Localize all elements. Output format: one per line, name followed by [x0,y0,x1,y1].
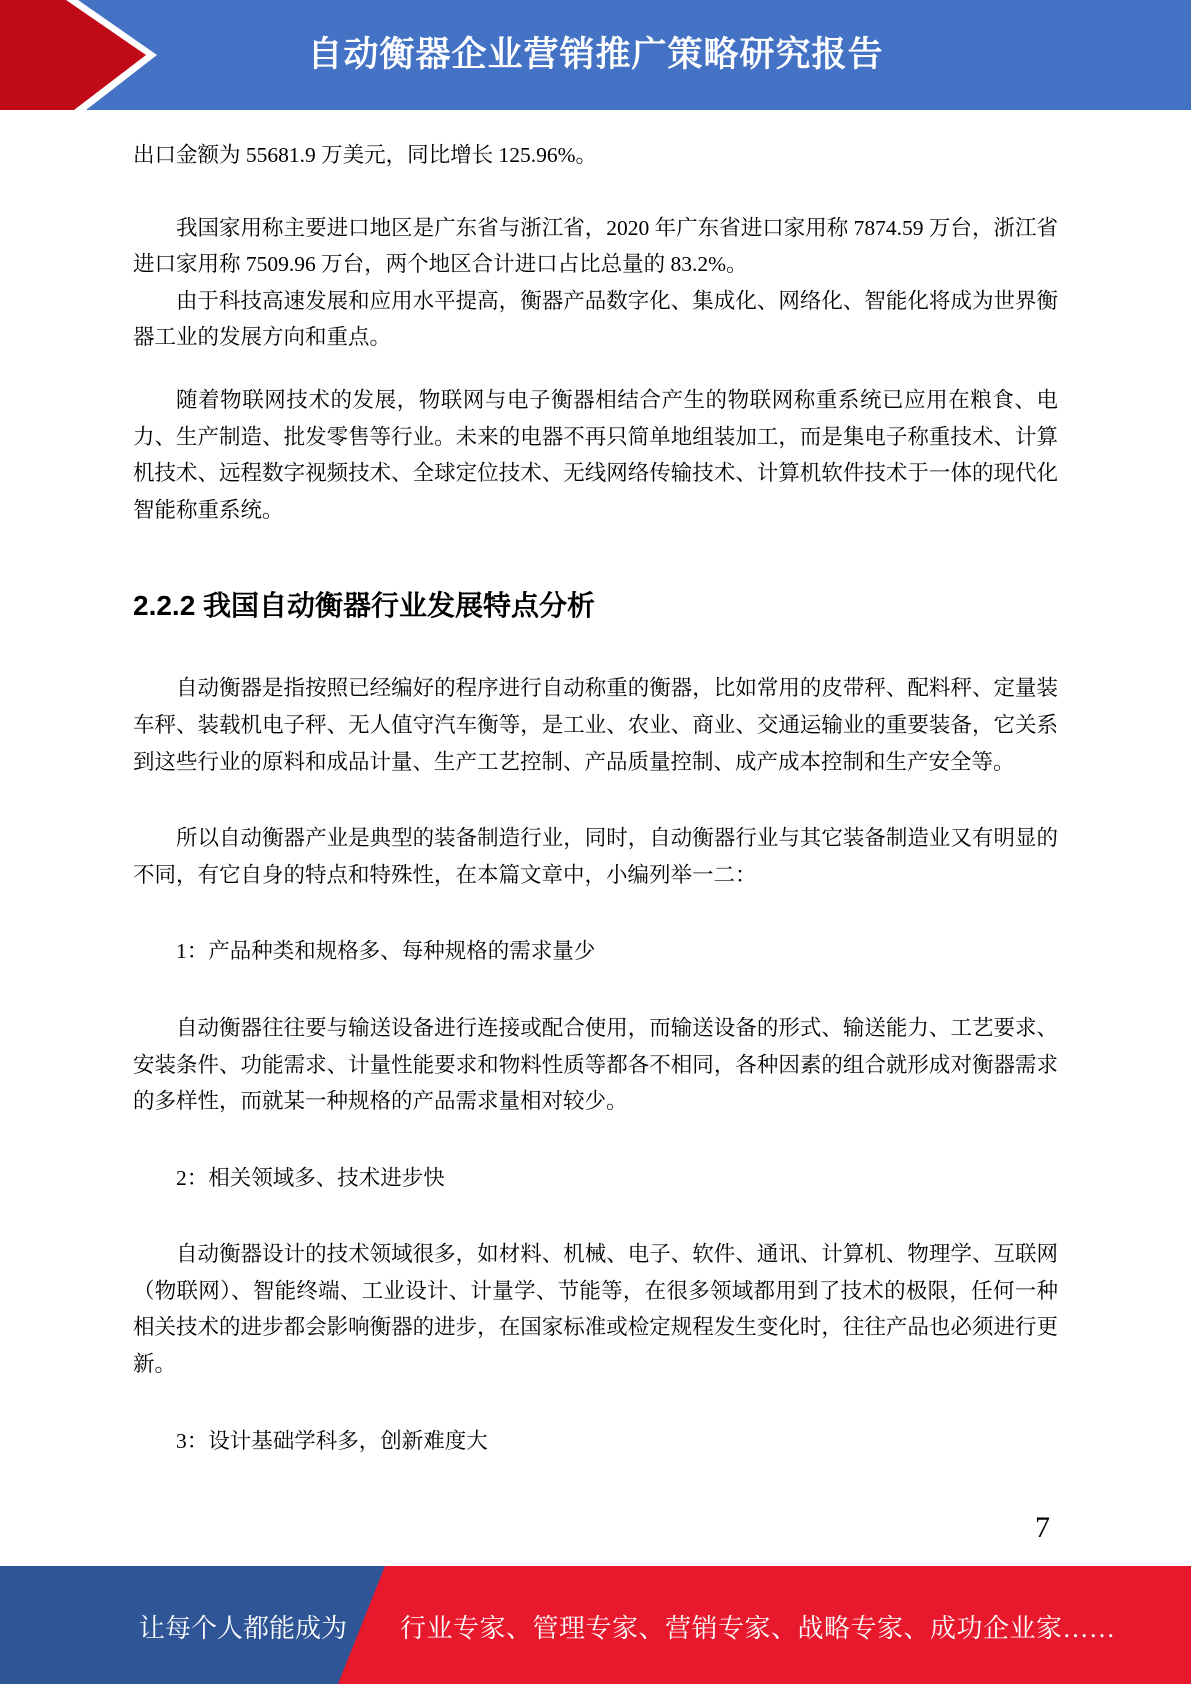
paragraph-point-1-detail: 自动衡器往往要与输送设备进行连接或配合使用，而输送设备的形式、输送能力、工艺要求、安装条件、功能需求、计量性能要求和物料性质等都各不相同，各种因素的组合就形成对衡器需求的多样性，而就某一种规格的产品需求量相对较少。 [133,1015,1058,1114]
page-header-banner [0,0,1191,110]
section-heading: 2.2.2 我国自动衡器行业发展特点分析 [133,590,596,622]
page-footer [0,1566,1191,1684]
paragraph-definition: 自动衡器是指按照已经编好的程序进行自动称重的衡器，比如常用的皮带秤、配料秤、定量装车秤、装载机电子秤、无人值守汽车衡等，是工业、农业、商业、交通运输业的重要装备，它关系到这些行业的原料和成品计量、生产工艺控制、产品质量控制、成产成本控制和生产安全等。 [133,676,1058,774]
list-point-2: 2：相关领域多、技术进步快 [176,1165,445,1190]
list-point-1: 1：产品种类和规格多、每种规格的需求量少 [176,939,596,964]
paragraph-export-amount: 出口金额为 55681.9 万美元，同比增长 125.96%。 [133,143,598,167]
red-chevron-arrow-icon [0,0,160,110]
paragraph-point-2-detail: 自动衡器设计的技术领域很多，如材料、机械、电子、软件、通讯、计算机、物理学、互联网（物联网）、智能终端、工业设计、计量学、节能等，在很多领域都用到了技术的极限，任何一种相关技术的进步都会影响衡器的进步，在国家标准或检定规程发生变化时，往往产品也必须进行更新。 [133,1242,1058,1377]
list-point-3: 3：设计基础学科多，创新难度大 [176,1428,488,1453]
paragraph-industry-character: 所以自动衡器产业是典型的装备制造行业，同时，自动衡器行业与其它装备制造业又有明显的不同，有它自身的特点和特殊性，在本篇文章中，小编列举一二： [133,826,1058,887]
paragraph-iot-weighing: 随着物联网技术的发展，物联网与电子衡器相结合产生的物联网称重系统已应用在粮食、电力、生产制造、批发零售等行业。未来的电器不再只简单地组装加工，而是集电子称重技术、计算机技术、远程数字视频技术、全球定位技术、无线网络传输技术、计算机软件技术于一体的现代化智能称重系统。 [133,387,1058,522]
paragraph-import-regions: 我国家用称主要进口地区是广东省与浙江省，2020 年广东省进口家用称 7874.59 万台，浙江省进口家用称 7509.96 万台，两个地区合计进口占比总量的 83.2%。 [133,215,1058,277]
paragraph-tech-trend: 由于科技高速发展和应用水平提高，衡器产品数字化、集成化、网络化、智能化将成为世界衡器工业的发展方向和重点。 [133,288,1058,350]
footer-slogan-right: 行业专家、管理专家、营销专家、战略专家、成功企业家…… [400,1614,1116,1643]
page-number: 7 [1035,1511,1050,1544]
report-title: 自动衡器企业营销推广策略研究报告 [307,35,884,74]
document-body [0,110,1191,1459]
footer-slogan-left: 让每个人都能成为 [139,1614,348,1643]
